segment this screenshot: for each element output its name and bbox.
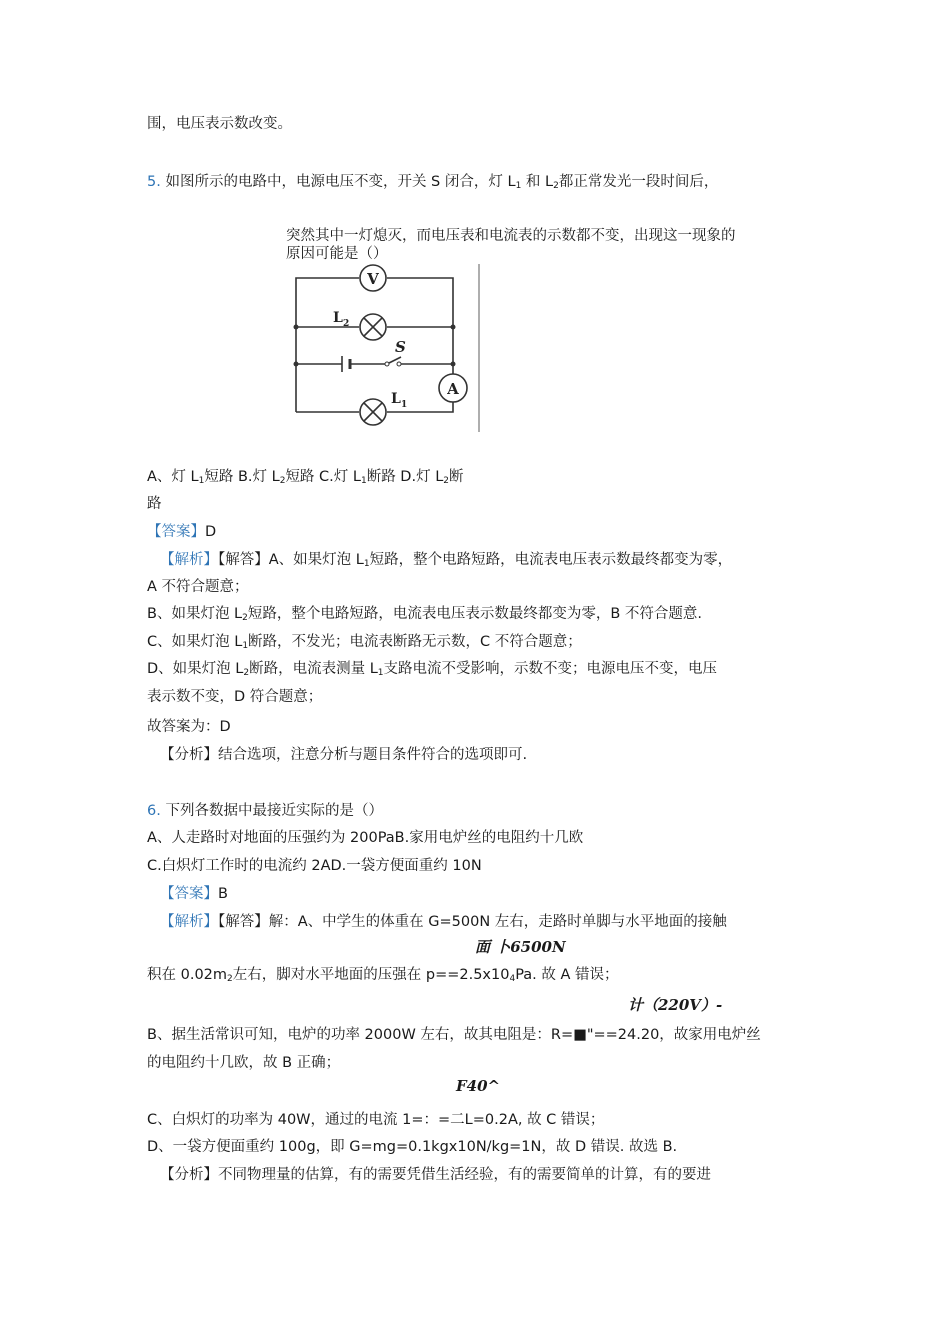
analysis-text: B、如果灯泡 L [147,606,243,622]
analysis-text: D、如果灯泡 L [147,661,244,677]
formula-fragment: 计（220V）- [628,996,723,1014]
q6-stem-text: 下列各数据中最接近实际的是（） [165,803,383,819]
subscript: 1 [363,559,370,569]
q6-analysis-line7: 【分析】不同物理量的估算，有的需要凭借生活经验，有的需要简单的计算，有的要进 [160,1167,711,1183]
q6-number: 6. [147,803,161,819]
analysis-text: 支路电流不受影响，示数不变；电源电压不变，电压 [383,661,718,677]
analysis-text: 【解答】解：A、中学生的体重在 G=500N 左右，走路时单脚与水平地面的接触 [218,914,727,930]
q6-stem [147,801,383,821]
option-text: 短路 B.灯 L [204,469,280,485]
option-text: 断 [449,469,464,485]
q5-analysis-line1 [160,550,732,574]
subscript: 1 [515,181,522,191]
q5-stem-text: 和 L [521,174,554,190]
q5-analysis-line2: A 不符合题意； [147,579,249,595]
subscript: 1 [360,476,367,486]
subscript: 2 [443,476,450,486]
q5-analysis-line8: 【分析】结合选项，注意分析与题目条件符合的选项即可. [160,747,528,763]
analysis-text: 断路，不发光；电流表断路无示数，C 不符合题意； [248,634,582,650]
voltmeter-label: V [367,270,379,288]
q5-analysis-line5 [147,659,717,683]
q6-analysis-line6: D、一袋方便面重约 100g，即 G=mg=0.1kgx10N/kg=1N，故 D 错误. 故选 B. [147,1139,678,1155]
q6-analysis-line1 [160,912,727,932]
analysis-tag: 【解析】 [160,552,218,568]
subscript: 2 [243,668,250,678]
option-text: 断路 D.灯 L [366,469,444,485]
formula-fragment: 面 卜6500N [475,938,566,956]
answer-tag: 【答案】 [147,524,205,540]
lamp-l2-subscript: 2 [343,319,350,329]
answer-tag: 【答案】 [160,886,218,902]
q6-answer [160,884,228,904]
circuit-diagram [287,260,487,435]
analysis-tag: 【解析】 [160,914,218,930]
analysis-text: 左右，脚对水平地面的压强在 p==2.5x10 [232,967,510,983]
analysis-text: Pa. 故 A 错误； [515,967,619,983]
q5-stem-line2: 突然其中一灯熄灭，而电压表和电流表的示数都不变，出现这一现象的 [286,228,736,244]
q5-number: 5. [147,174,161,190]
analysis-text: 断路，电流表测量 L [249,661,378,677]
q5-analysis-line3 [147,604,702,628]
q5-stem-text: 如图所示的电路中，电源电压不变，开关 S 闭合，灯 L [165,174,516,190]
subscript: 2 [553,181,559,191]
lamp-l1-subscript: 1 [401,400,408,410]
analysis-text: 短路，整个电路短路，电流表电压表示数最终都变为零， [369,552,733,568]
answer-value: B [218,886,228,902]
q6-analysis-line5: C、白炽灯的功率为 40W，通过的电流 1=：=二L=0.2A, 故 C 错误； [147,1112,605,1128]
q5-analysis-line6: 表示数不变，D 符合题意； [147,689,323,705]
subscript: 2 [242,613,248,623]
lamp-l1-label: L [391,391,401,407]
q6-analysis-line2 [147,965,619,989]
formula-fragment: F40^ [456,1077,501,1095]
analysis-text: 【解答】A、如果灯泡 L [218,552,364,568]
q5-answer [147,522,216,542]
subscript: 2 [227,974,233,984]
text-line: 围，电压表示数改变。 [147,116,292,132]
analysis-text: 积在 0.02m [147,967,228,983]
subscript: 1 [242,641,249,651]
q5-options-line2: 路 [147,496,162,512]
subscript: 2 [279,476,286,486]
ammeter-label: A [447,380,459,398]
option-text: A、灯 L [147,469,199,485]
q5-analysis-line4 [147,632,582,656]
q5-analysis-line7: 故答案为：D [147,719,231,735]
answer-value: D [205,524,217,540]
q5-stem-line3: 原因可能是（） [286,246,388,262]
analysis-text: 短路，整个电路短路，电流表电压表示数最终都变为零，B 不符合题意. [247,606,703,622]
q5-stem [147,172,718,196]
lamp-l2-label: L [333,310,343,326]
q6-options-line1: A、人走路时对地面的压强约为 200PaB.家用电炉丝的电阻约十几欧 [147,830,584,846]
q6-analysis-line4: 的电阻约十几欧，故 B 正确； [147,1055,341,1071]
q6-analysis-line3: B、据生活常识可知，电炉的功率 2000W 左右，故其电阻是：R=■"==24.20，故家用电炉丝 [147,1027,761,1043]
subscript: 1 [198,476,205,486]
q5-options [147,467,464,491]
q5-stem-text: 都正常发光一段时间后， [558,174,719,190]
switch-label: S [395,338,406,356]
analysis-text: C、如果灯泡 L [147,634,243,650]
subscript: 4 [509,974,516,984]
subscript: 1 [377,668,384,678]
option-text: 短路 C.灯 L [285,469,361,485]
q6-options-line2: C.白炽灯工作时的电流约 2AD.一袋方便面重约 10N [147,858,482,874]
